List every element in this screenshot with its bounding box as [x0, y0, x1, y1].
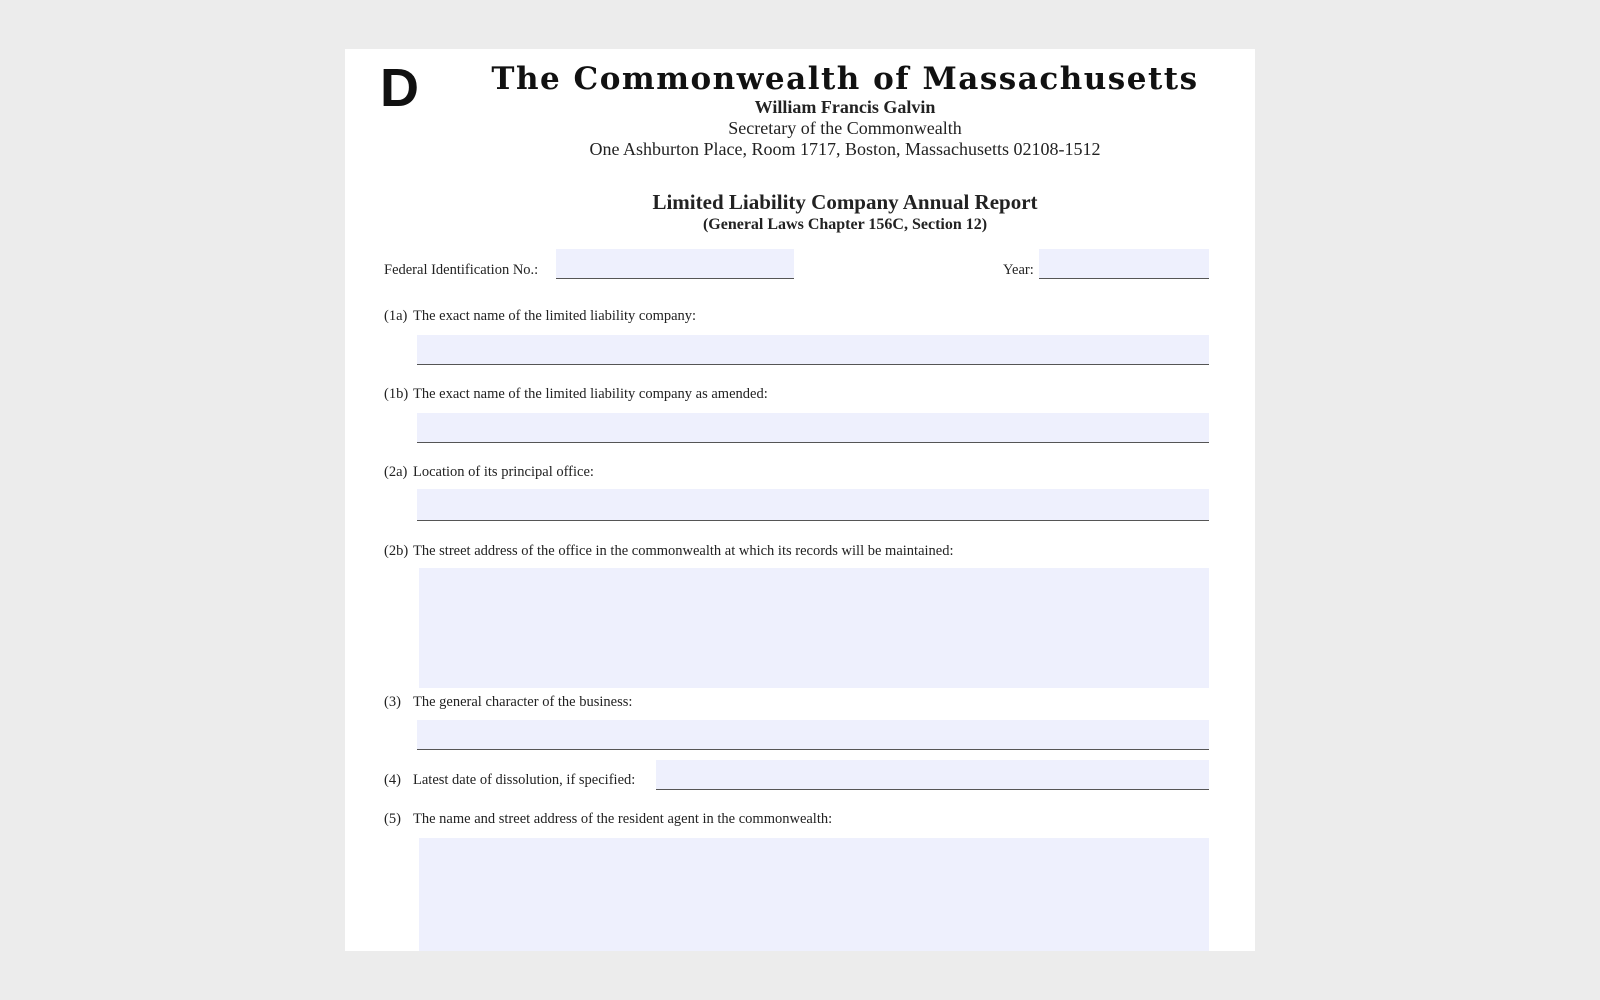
q4-label — [384, 772, 635, 789]
federal-id-label: Federal Identification No.: — [384, 262, 539, 278]
principal-office-field[interactable] — [417, 489, 1209, 521]
q2b-label — [384, 543, 954, 560]
q5-text: The name and street address of the resident agent in the commonwealth: — [413, 811, 833, 827]
q1a-number: (1a) — [384, 308, 408, 324]
q1b-number: (1b) — [384, 386, 409, 402]
form-letter: D — [380, 58, 419, 118]
q2b-text: The street address of the office in the commonwealth at which its records will be maintained: — [413, 543, 954, 559]
q4-number: (4) — [384, 772, 401, 788]
form-header — [345, 61, 1255, 160]
q1b-label — [384, 386, 768, 403]
report-title: Limited Liability Company Annual Report — [652, 190, 1038, 214]
resident-agent-field[interactable] — [419, 838, 1209, 951]
secretary-name: William Francis Galvin — [754, 97, 936, 117]
company-name-field[interactable] — [417, 335, 1209, 365]
records-address-field[interactable] — [419, 568, 1209, 688]
report-title-block — [345, 189, 1255, 235]
report-subtitle: (General Laws Chapter 156C, Section 12) — [702, 216, 988, 233]
q2b-number: (2b) — [384, 543, 409, 559]
business-character-field[interactable] — [417, 720, 1209, 750]
federal-id-field[interactable] — [556, 249, 794, 279]
q2a-number: (2a) — [384, 464, 408, 480]
q3-text: The general character of the business: — [413, 694, 633, 710]
q5-number: (5) — [384, 811, 401, 827]
q4-text: Latest date of dissolution, if specified: — [413, 772, 636, 788]
q3-number: (3) — [384, 694, 401, 710]
amended-name-field[interactable] — [417, 413, 1209, 443]
secretary-title: Secretary of the Commonwealth — [728, 118, 962, 138]
office-address: One Ashburton Place, Room 1717, Boston, Massachusetts 02108-1512 — [589, 139, 1101, 159]
q3-label — [384, 694, 632, 711]
q2a-label — [384, 464, 594, 481]
q5-label — [384, 811, 832, 828]
form-page — [345, 49, 1255, 951]
q1a-label — [384, 308, 696, 325]
commonwealth-title: The Commonwealth of Massachusetts — [491, 61, 1199, 97]
q1b-text: The exact name of the limited liability company as amended: — [413, 386, 768, 402]
q1a-text: The exact name of the limited liability company: — [413, 308, 697, 324]
dissolution-date-field[interactable] — [656, 760, 1209, 790]
year-label: Year: — [1003, 262, 1034, 278]
q2a-text: Location of its principal office: — [413, 464, 594, 480]
year-field[interactable] — [1039, 249, 1209, 279]
